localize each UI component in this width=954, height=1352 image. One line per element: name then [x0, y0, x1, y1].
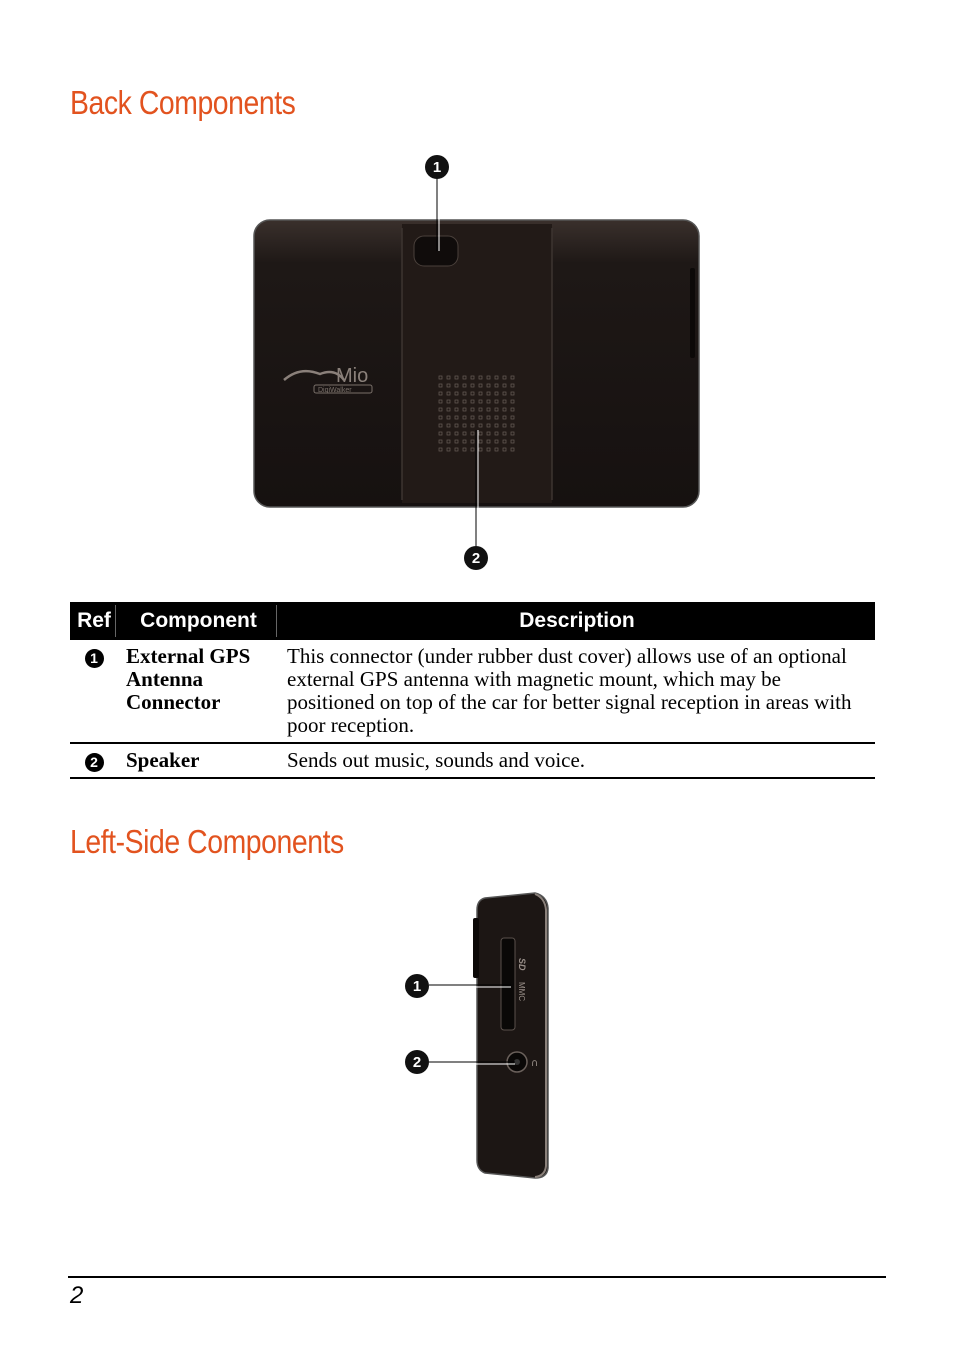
sd-mmc-slot — [501, 938, 515, 1030]
svg-text:2: 2 — [471, 550, 481, 567]
callout-1 — [405, 974, 429, 998]
page-number: 2 — [70, 1282, 84, 1309]
mio-logo-text: Mio — [336, 365, 369, 387]
headphone-icon: ∩ — [531, 1058, 539, 1069]
section-title-left-side: Left-Side Components — [70, 823, 344, 860]
svg-text:1: 1 — [432, 159, 442, 176]
header-ref: Ref — [70, 602, 118, 640]
device-side-body — [477, 893, 548, 1178]
callout-2 — [464, 546, 488, 570]
component-description: Sends out music, sounds and voice. — [279, 743, 875, 778]
component-name: External GPS Antenna Connector — [118, 640, 279, 743]
sd-logo: SD — [517, 958, 527, 971]
device-back-figure — [240, 148, 720, 578]
components-table — [70, 602, 875, 779]
table-header-row — [70, 602, 875, 640]
callout-1 — [425, 155, 449, 179]
table-row — [70, 640, 875, 743]
antenna-connector-cover — [414, 236, 458, 266]
callout-2 — [405, 1050, 429, 1074]
component-name: Speaker — [118, 743, 279, 778]
svg-text:2: 2 — [412, 1054, 422, 1071]
digiwalker-logo-text: DigiWalker — [318, 387, 352, 394]
header-component: Component — [118, 602, 279, 640]
table-row — [70, 743, 875, 778]
ref-badge: 2 — [85, 753, 104, 772]
component-description: This connector (under rubber dust cover) allows use of an optional external GPS antenna with magnetic mount, which may be positioned on top of the car for better signal reception in areas with poor reception. — [279, 640, 875, 743]
ref-badge: 1 — [85, 649, 104, 668]
section-title-back: Back Components — [70, 84, 296, 121]
device-left-side-figure — [395, 888, 565, 1183]
header-description: Description — [279, 602, 875, 640]
footer-rule — [68, 1276, 886, 1278]
mmc-label: MMC — [517, 982, 526, 1002]
svg-text:1: 1 — [412, 978, 422, 995]
side-button — [690, 268, 695, 358]
